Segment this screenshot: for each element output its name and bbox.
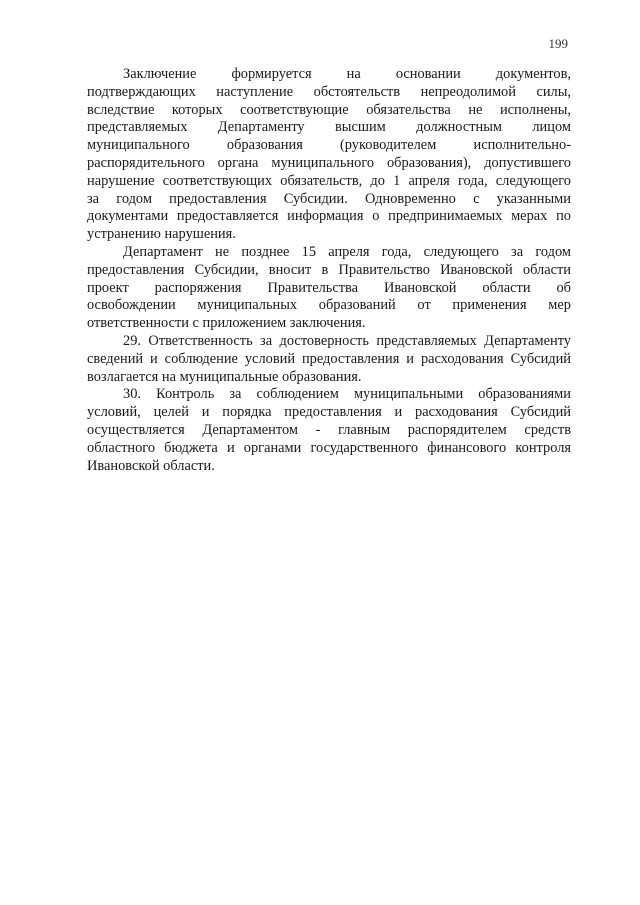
text-line: представляемых Департаменту высшим должностным лицом — [87, 119, 571, 136]
text-line: проект распоряжения Правительства Ивановской области об — [87, 279, 571, 296]
document-body — [87, 66, 571, 475]
text-line: возлагается на муниципальные образования. — [87, 368, 362, 385]
paragraph-29-responsibility — [87, 333, 571, 386]
text-line: муниципального образования (руководителем исполнительно- — [87, 137, 571, 154]
text-line: областного бюджета и органами государственного финансового контроля — [87, 439, 571, 456]
text-line: 30. Контроль за соблюдением муниципальными образованиями — [123, 386, 571, 403]
text-line: условий, целей и порядка предоставления и расходования Субсидий — [87, 404, 571, 421]
text-line: устранению нарушения. — [87, 226, 236, 243]
paragraph-30-control — [87, 386, 571, 475]
text-line: Департамент не позднее 15 апреля года, следующего за годом — [123, 243, 571, 260]
text-line: ответственности с приложением заключения. — [87, 315, 366, 332]
text-line: Ивановской области. — [87, 457, 215, 474]
text-line: нарушение соответствующих обязательств, до 1 апреля года, следующего — [87, 172, 571, 189]
page-number: 199 — [548, 36, 568, 51]
text-line: освобождении муниципальных образований от применения мер — [87, 297, 571, 314]
paragraph-conclusion — [87, 66, 571, 244]
text-line: подтверждающих наступление обстоятельств непреодолимой силы, — [87, 83, 571, 100]
paragraph-department-release — [87, 244, 571, 333]
text-line: предоставления Субсидии, вносит в Правительство Ивановской области — [87, 261, 571, 278]
text-line: осуществляется Департаментом - главным распорядителем средств — [87, 421, 571, 438]
text-line: сведений и соблюдение условий предоставления и расходования Субсидий — [87, 350, 571, 367]
text-line: распорядительного органа муниципального образования), допустившего — [87, 154, 571, 171]
text-line: за годом предоставления Субсидии. Одновременно с указанными — [87, 190, 571, 207]
text-line: 29. Ответственность за достоверность представляемых Департаменту — [123, 332, 571, 349]
text-line: Заключение формируется на основании документов, — [123, 66, 571, 82]
text-line: документами предоставляется информация о предпринимаемых мерах по — [87, 208, 571, 225]
text-line: вследствие которых соответствующие обязательства не исполнены, — [87, 101, 571, 118]
